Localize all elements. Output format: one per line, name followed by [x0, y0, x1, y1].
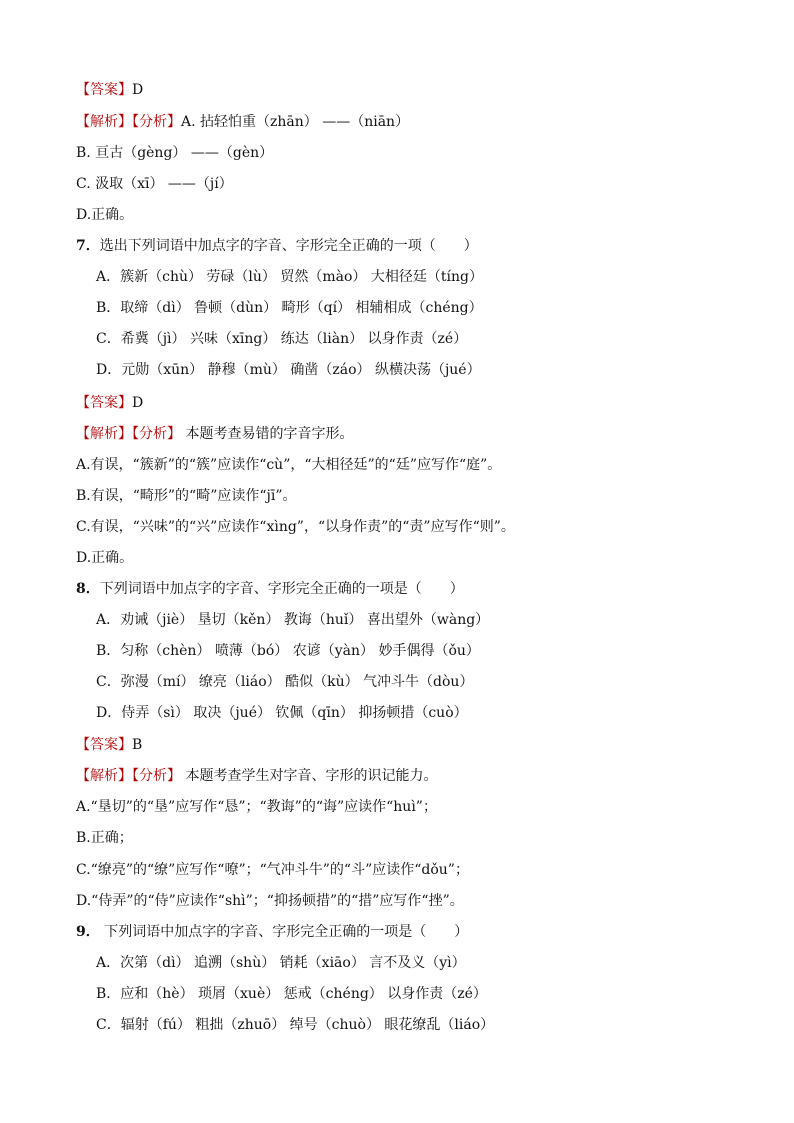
fenxi-tag: 【分析】: [132, 114, 181, 130]
analysis-text: D.正确。: [76, 550, 134, 566]
answer-tag: 【答案】: [76, 82, 132, 98]
analysis-text: C.有误，“兴味”的“兴”应读作“xìng”，“以身作责”的“责”应写作“则”。: [76, 519, 515, 535]
analysis-tag: 【解析】: [76, 768, 132, 784]
option-b: B．匀称（chèn） 喷薄（bó） 农谚（yàn） 妙手偶得（ǒu）: [96, 643, 480, 659]
fenxi-tag: 【分析】: [132, 768, 181, 784]
answer-line: 【答案】B: [76, 737, 143, 753]
option-d: D．侍弄（sì） 取决（jué） 钦佩（qīn） 抑扬顿措（cuò）: [96, 705, 468, 721]
analysis-line: 【解析】【分析】 本题考查学生对字音、字形的识记能力。: [76, 768, 438, 784]
option-d: D．元勋（xūn） 静穆（mù） 确凿（záo） 纵横决荡（jué）: [96, 362, 481, 378]
analysis-text: A.有误，“簇新”的“簇”应读作“cù”，“大相径廷”的“廷”应写作“庭”。: [76, 457, 502, 473]
answer-line: 【答案】D: [76, 82, 144, 98]
option-c: C．辐射（fú） 粗拙（zhuō） 绰号（chuò） 眼花缭乱（liáo）: [96, 1017, 495, 1033]
option-c: C．弥漫（mí） 缭亮（liáo） 酷似（kù） 气冲斗牛（dòu）: [96, 674, 474, 690]
analysis-text: B. 亘古（gèng） ——（gèn）: [76, 145, 274, 161]
question-9: 9． 下列词语中加点字的字音、字形完全正确的一项是（ ）: [76, 924, 469, 940]
answer-line: 【答案】D: [76, 395, 144, 411]
option-a: A．次第（dì） 追溯（shù） 销耗（xiāo） 言不及义（yì）: [96, 955, 466, 971]
analysis-text: A.“垦切”的“垦”应写作“恳”；“教诲”的“诲”应读作“huì”；: [76, 799, 437, 815]
analysis-tag: 【解析】: [76, 114, 132, 130]
analysis-text: B.有误，“畸形”的“畸”应读作“jī”。: [76, 488, 297, 504]
option-b: B．取缔（dì） 鲁顿（dùn） 畸形（qí） 相辅相成（chéng）: [96, 300, 483, 316]
analysis-text: B.正确；: [76, 830, 133, 846]
answer-tag: 【答案】: [76, 395, 132, 411]
analysis-text: D.正确。: [76, 207, 134, 223]
option-a: A．簇新（chù） 劳碌（lù） 贸然（mào） 大相径廷（tíng）: [96, 269, 483, 285]
option-a: A．劝诫（jiè） 垦切（kěn） 教诲（huǐ） 喜出望外（wàng）: [96, 612, 490, 628]
option-b: B．应和（hè） 琐屑（xuè） 惩戒（chéng） 以身作责（zé）: [96, 986, 487, 1002]
fenxi-tag: 【分析】: [132, 426, 181, 442]
analysis-line: 【解析】【分析】A. 拈轻怕重（zhān） ——（niān）: [76, 114, 410, 130]
question-7: 7．选出下列词语中加点字的字音、字形完全正确的一项（ ）: [76, 238, 478, 254]
option-c: C．希冀（jì） 兴味（xīng） 练达（liàn） 以身作责（zé）: [96, 331, 468, 347]
analysis-text: C. 汲取（xī） ——（jí）: [76, 176, 233, 192]
analysis-text: D.“侍弄”的“侍”应读作“shì”；“抑扬顿措”的“措”应写作“挫”。: [76, 893, 464, 909]
analysis-text: C.“缭亮”的“缭”应写作“嘹”；“气冲斗牛”的“斗”应读作“dǒu”；: [76, 862, 469, 878]
question-8: 8．下列词语中加点字的字音、字形完全正确的一项是（ ）: [76, 581, 464, 597]
analysis-line: 【解析】【分析】 本题考查易错的字音字形。: [76, 426, 354, 442]
answer-tag: 【答案】: [76, 737, 132, 753]
analysis-tag: 【解析】: [76, 426, 132, 442]
